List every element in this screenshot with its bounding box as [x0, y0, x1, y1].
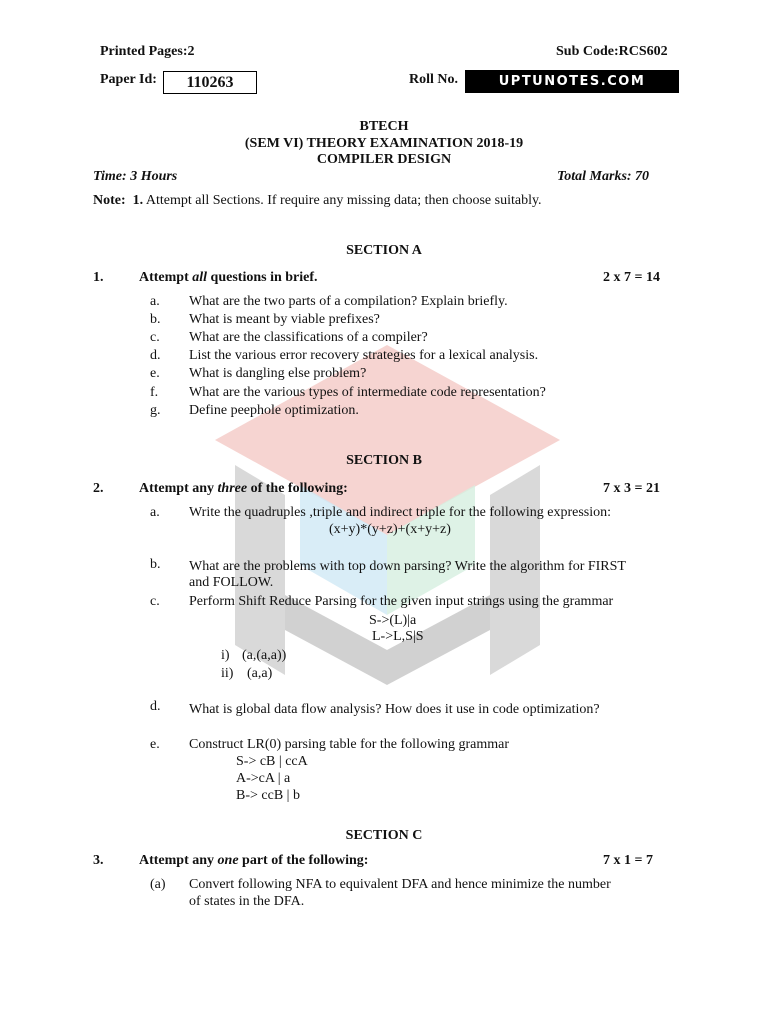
q2c-label: c.	[150, 594, 160, 609]
q2d-text: What is global data flow analysis? How does it use in code optimization?	[189, 702, 600, 717]
q2-instruction: Attempt any three of the following:	[139, 481, 348, 496]
printed-pages: Printed Pages:2	[100, 44, 195, 59]
note	[93, 193, 542, 209]
roll-no-label: Roll No.	[409, 72, 458, 87]
q3a-text-line2: of states in the DFA.	[189, 894, 305, 909]
note-number: 1.	[132, 193, 144, 208]
q1-marks: 2 x 7 = 14	[603, 270, 660, 285]
q2c-input-ii: (a,a)	[247, 666, 273, 681]
q1-item-label: g.	[150, 403, 161, 418]
q2-marks: 7 x 3 = 21	[603, 481, 660, 496]
total-marks: Total Marks: 70	[557, 169, 650, 184]
sub-code: Sub Code:RCS602	[556, 44, 668, 59]
q2-number: 2.	[93, 481, 104, 496]
q3a-text-line1: Convert following NFA to equivalent DFA and hence minimize the number	[189, 877, 611, 892]
section-a-heading: SECTION A	[346, 243, 422, 258]
q2b-text-line2: and FOLLOW.	[189, 575, 274, 590]
q2c-input-i: (a,(a,a))	[242, 648, 287, 663]
note-text: Attempt all Sections. If require any missing data; then choose suitably.	[145, 193, 542, 208]
q1-item-text: What is meant by viable prefixes?	[189, 312, 380, 327]
paper-id-box: 110263	[163, 71, 257, 94]
q2b-label: b.	[150, 557, 161, 572]
q2e-grammar-line1: S-> cB | ccA	[236, 754, 308, 769]
q2c-text: Perform Shift Reduce Parsing for the given input strings using the grammar	[189, 594, 614, 609]
roll-no-banner: UPTUNOTES.COM	[465, 70, 679, 93]
q3-number: 3.	[93, 853, 104, 868]
q1-item-label: d.	[150, 348, 161, 363]
q1-item-text: What are the two parts of a compilation? Explain briefly.	[189, 294, 508, 309]
q1-item-label: b.	[150, 312, 161, 327]
q2c-input-i-label: i)	[221, 648, 230, 663]
q1-item-label: c.	[150, 330, 160, 345]
q1-item-label: a.	[150, 294, 160, 309]
section-c-heading: SECTION C	[345, 828, 423, 843]
q2e-grammar-line3: B-> ccB | b	[236, 788, 300, 803]
q2e-text: Construct LR(0) parsing table for the following grammar	[189, 737, 509, 752]
q2d-label: d.	[150, 699, 161, 714]
q2c-input-ii-label: ii)	[221, 666, 234, 681]
paper-id-label: Paper Id:	[100, 72, 157, 87]
q2a-text: Write the quadruples ,triple and indirect triple for the following expression:	[189, 505, 612, 520]
q1-item-label: f.	[150, 385, 159, 400]
q1-instruction: Attempt all questions in brief.	[139, 270, 318, 285]
q3-instruction: Attempt any one part of the following:	[139, 853, 369, 868]
q2c-grammar-line2: L->L,S|S	[372, 629, 424, 644]
time-allowed: Time: 3 Hours	[93, 169, 178, 184]
q1-item-text: What is dangling else problem?	[189, 366, 367, 381]
title-subject: COMPILER DESIGN	[316, 152, 452, 167]
q2a-label: a.	[150, 505, 160, 520]
q1-item-text: What are the various types of intermediate code representation?	[189, 385, 546, 400]
title-degree: BTECH	[359, 119, 409, 134]
q2b-text-line1: What are the problems with top down parsing? Write the algorithm for FIRST	[189, 559, 626, 574]
q3-marks: 7 x 1 = 7	[603, 853, 653, 868]
q2e-grammar-line2: A->cA | a	[236, 771, 291, 786]
q2e-label: e.	[150, 737, 160, 752]
title-exam: (SEM VI) THEORY EXAMINATION 2018-19	[244, 136, 524, 151]
q3a-label: (a)	[150, 877, 166, 892]
q1-item-text: What are the classifications of a compiler?	[189, 330, 428, 345]
q1-item-text: Define peephole optimization.	[189, 403, 359, 418]
q2c-grammar-line1: S->(L)|a	[369, 613, 417, 628]
q1-item-label: e.	[150, 366, 160, 381]
note-label: Note:	[93, 193, 126, 208]
q2a-expression: (x+y)*(y+z)+(x+y+z)	[329, 522, 451, 537]
q1-number: 1.	[93, 270, 104, 285]
section-b-heading: SECTION B	[346, 453, 422, 468]
q1-item-text: List the various error recovery strategies for a lexical analysis.	[189, 348, 539, 363]
